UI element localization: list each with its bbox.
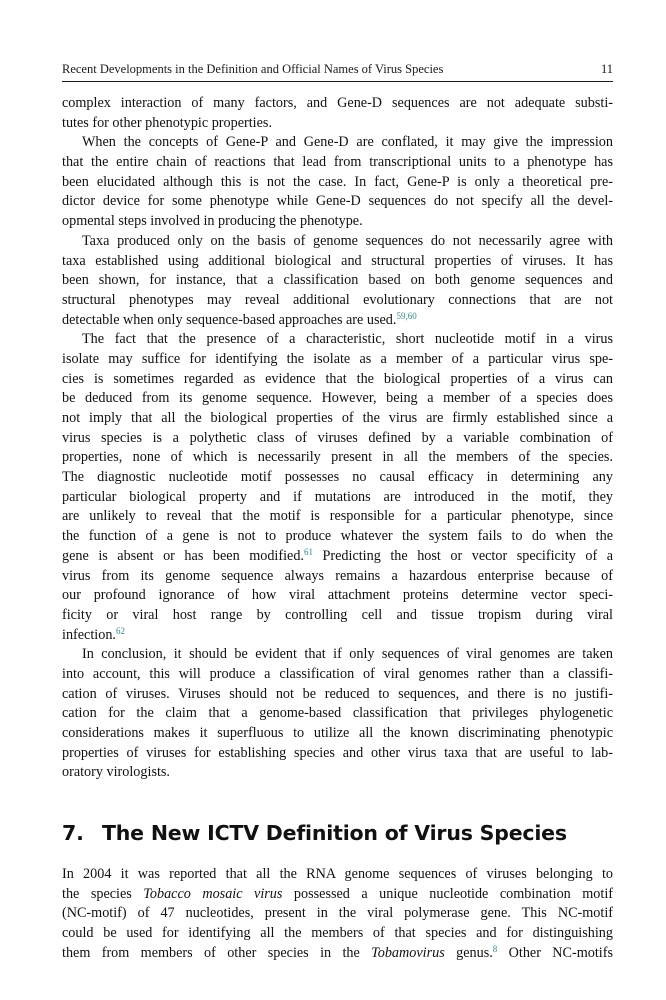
text-line: cation for the claim that a genome-based classification that privileges phylogenetic: [62, 705, 613, 722]
text-line: our profound ignorance of how viral attachment proteins determine vector speci-: [62, 587, 613, 604]
text-line: could be used for identifying all the members of that species and for distinguishing: [62, 925, 613, 942]
text-line: complex interaction of many factors, and Gene-D sequences are not adequate substi-: [62, 95, 613, 111]
section-body-text: [62, 865, 613, 963]
text-line: The fact that the presence of a characteristic, short nucleotide motif in a virus: [82, 331, 613, 348]
section-number: 7.: [62, 821, 84, 845]
text-line: dictor device for some phenotype while Gene-D sequences do not specify all the devel-: [62, 193, 613, 210]
text-line: [62, 944, 613, 964]
text-line: been shown, for instance, that a classification based on both genome sequences and: [62, 272, 613, 289]
citation-reference[interactable]: 61: [303, 546, 313, 557]
text-line: When the concepts of Gene-P and Gene-D are conflated, it may give the impression: [82, 134, 613, 151]
text-line: Taxa produced only on the basis of genome sequences do not necessarily agree with: [82, 232, 613, 249]
text-line: be deduced from its genome sequence. However, being a member of a species does: [62, 390, 613, 407]
text-line: (NC-motif) of 47 nucleotides, present in the viral polymerase gene. This NC-motif: [62, 905, 613, 922]
text-line: [62, 311, 613, 331]
text-fragment: Other NC-motifs: [497, 944, 613, 961]
text-line: tutes for other phenotypic properties.: [62, 114, 272, 131]
text-line: particular biological property and if mutations are introduced in the motif, they: [62, 488, 613, 505]
text-line: that the entire chain of reactions that lead from transcriptional units to a phenotype has: [62, 154, 613, 171]
page-header: [62, 62, 613, 80]
citation-reference[interactable]: 8: [492, 943, 498, 954]
text-line: are unlikely to reveal that the motif is responsible for a particular phenotype, since: [62, 508, 613, 525]
text-line: [62, 547, 613, 567]
text-fragment: infection.: [62, 626, 116, 643]
text-line: taxa established using additional biological and structural properties of viruses. It has: [62, 252, 613, 269]
text-line: [62, 885, 613, 905]
text-line: not imply that all the biological properties of the virus are firmly established since a: [62, 410, 613, 427]
text-line: opmental steps involved in producing the phenotype.: [62, 213, 363, 230]
page-number: 11: [600, 62, 613, 76]
text-fragment: them from members of other species in the: [62, 944, 372, 961]
text-line: cation of viruses. Viruses should not be reduced to sequences, and there is no justifi-: [62, 685, 613, 702]
body-text: [62, 94, 613, 783]
text-line: isolate may suffice for identifying the isolate as a member of a particular virus spe-: [62, 350, 613, 367]
text-fragment: Predicting the host or vector specificity of a: [312, 547, 613, 564]
text-fragment: genus.: [444, 944, 493, 961]
text-line: the function of a gene is not to produce whatever the system fails to do when the: [62, 528, 613, 545]
running-head: Recent Developments in the Definition and Official Names of Virus Species: [62, 62, 444, 76]
species-name: Tobacco mosaic virus: [143, 885, 283, 902]
section-title: The New ICTV Definition of Virus Species: [102, 821, 567, 845]
citation-reference[interactable]: 59,60: [396, 310, 417, 321]
citation-reference[interactable]: 62: [115, 625, 125, 636]
text-line: been elucidated although this is not the case. In fact, Gene-P is only a theoretical pre-: [62, 173, 613, 190]
text-fragment: detectable when only sequence-based approaches are used.: [62, 311, 397, 328]
header-rule: [62, 81, 613, 82]
text-line: properties, none of which is necessarily present in all the members of the species.: [62, 449, 613, 466]
text-line: into account, this will produce a classification of viral genomes rather than a classifi-: [62, 666, 613, 682]
text-line: cies is sometimes regarded as evidence that the biological properties of a virus can: [62, 370, 613, 387]
genus-name: Tobamovirus: [371, 944, 445, 961]
text-line: In 2004 it was reported that all the RNA genome sequences of viruses belonging to: [62, 866, 613, 882]
text-line: structural phenotypes may reveal additional evolutionary connections that are not: [62, 291, 613, 308]
text-line: ficity or viral host range by controlling cell and tissue tropism during viral: [62, 606, 613, 623]
text-line: The diagnostic nucleotide motif possesses no causal efficacy in determining any: [62, 469, 613, 486]
text-line: [62, 626, 613, 646]
text-line: In conclusion, it should be evident that if only sequences of viral genomes are taken: [82, 646, 613, 663]
text-line: properties of viruses for establishing species and other virus taxa that are useful to lab-: [62, 744, 613, 761]
text-line: virus species is a polythetic class of viruses defined by a variable combination of: [62, 429, 613, 446]
text-fragment: gene is absent or has been modified.: [62, 547, 304, 564]
text-fragment: the species: [62, 885, 144, 902]
text-line: oratory virologists.: [62, 764, 170, 781]
text-line: virus from its genome sequence always remains a hazardous enterprise because of: [62, 567, 613, 584]
section-heading: [62, 821, 613, 845]
text-line: considerations makes it superfluous to utilize all the known discriminating phenotypic: [62, 725, 613, 742]
text-fragment: possessed a unique nucleotide combination motif: [282, 885, 613, 902]
